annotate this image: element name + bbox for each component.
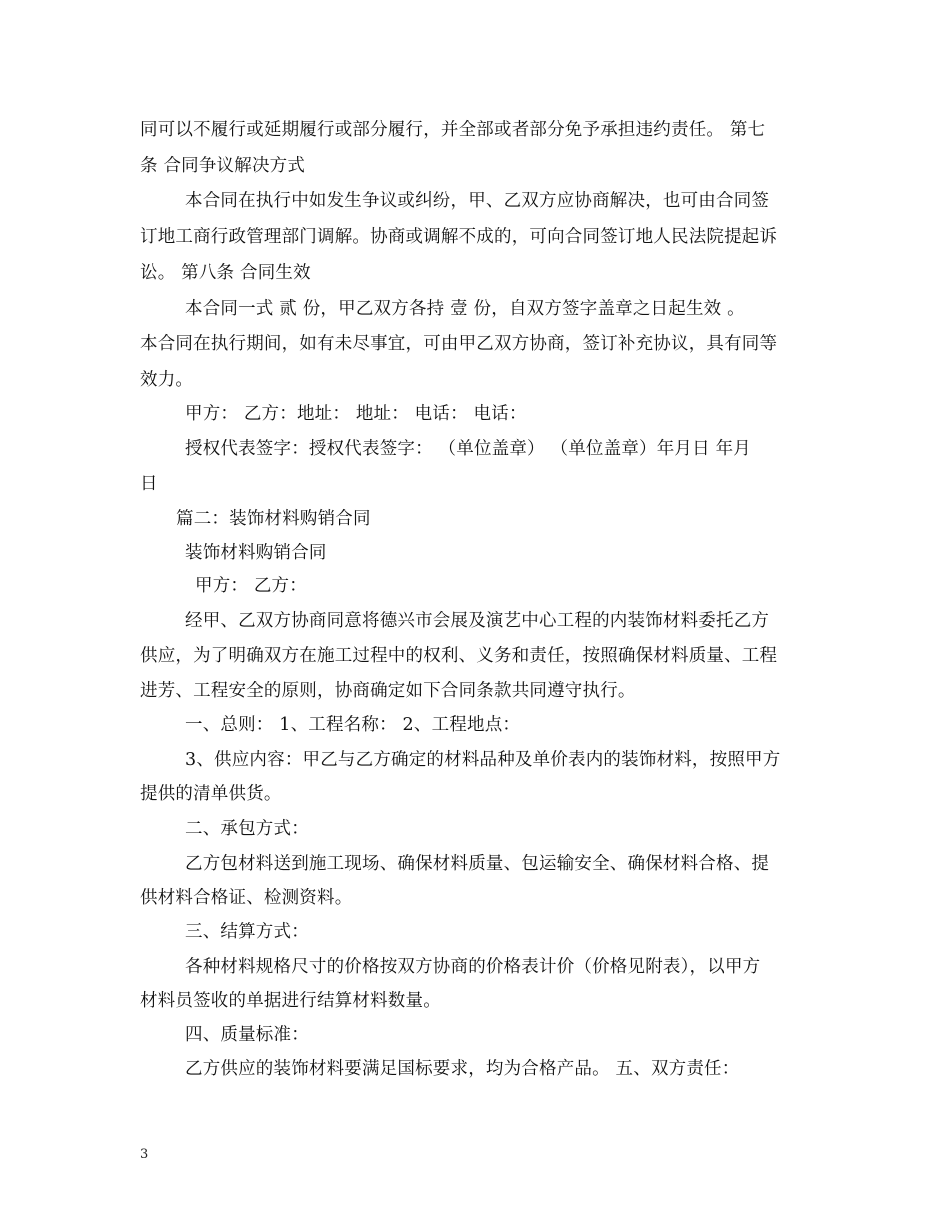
- section-heading: 篇二：装饰材料购销合同: [176, 509, 371, 529]
- text-line: 本合同在执行期间，如有未尽事宜，可由甲乙双方协商，签订补充协议，具有同等: [140, 334, 778, 354]
- text-line: 一、总则： 1、工程名称： 2、工程地点：: [185, 715, 521, 735]
- text-line: 进芳、工程安全的原则，协商确定如下合同条款共同遵守执行。: [140, 681, 636, 701]
- text-line: 乙方供应的装饰材料要满足国标要求，均为合格产品。 五、双方责任：: [185, 1059, 740, 1079]
- text-line: 授权代表签字：授权代表签字： （单位盖章） （单位盖章）年月日 年月: [185, 439, 751, 459]
- text-line: 日: [140, 474, 158, 494]
- text-line: 各种材料规格尺寸的价格按双方协商的价格表计价（价格见附表），以甲方: [185, 957, 761, 977]
- text-line: 供应，为了明确双方在施工过程中的权利、义务和责任，按照确保材料质量、工程: [140, 646, 778, 666]
- parties-line: 甲方： 乙方：: [195, 576, 307, 596]
- text-line: 效力。: [140, 370, 194, 390]
- text-line: 供材料合格证、检测资料。: [140, 888, 353, 908]
- text-line: 提供的清单供货。: [140, 784, 282, 804]
- page-number: 3: [140, 1147, 149, 1162]
- text-line: 甲方： 乙方：地址： 地址： 电话： 电话：: [185, 404, 527, 424]
- text-line: 讼。 第八条 合同生效: [140, 263, 311, 283]
- text-line: 本合同一式 贰 份，甲乙双方各持 壹 份，自双方签字盖章之日起生效 。: [185, 299, 745, 319]
- text-line: 材料员签收的单据进行结算材料数量。: [140, 991, 441, 1011]
- document-title: 装饰材料购销合同: [185, 543, 327, 563]
- text-line: 四、质量标准：: [185, 1025, 309, 1045]
- text-line: 本合同在执行中如发生争议或纠纷，甲、乙双方应协商解决，也可由合同签: [185, 191, 770, 211]
- text-line: 乙方包材料送到施工现场、确保材料质量、包运输安全、确保材料合格、提: [185, 854, 770, 874]
- text-line: 同可以不履行或延期履行或部分履行，并全部或者部分免予承担违约责任。 第七: [140, 120, 766, 140]
- text-line: 3、供应内容：甲乙与乙方确定的材料品种及单价表内的装饰材料，按照甲方: [185, 750, 781, 770]
- text-line: 经甲、乙双方协商同意将德兴市会展及演艺中心工程的内装饰材料委托乙方: [185, 611, 770, 631]
- text-line: 二、承包方式：: [185, 819, 309, 839]
- text-line: 订地工商行政管理部门调解。协商或调解不成的，可向合同签订地人民法院提起诉: [140, 227, 778, 247]
- text-line: 条 合同争议解决方式: [140, 156, 306, 176]
- text-line: 三、结算方式：: [185, 922, 309, 942]
